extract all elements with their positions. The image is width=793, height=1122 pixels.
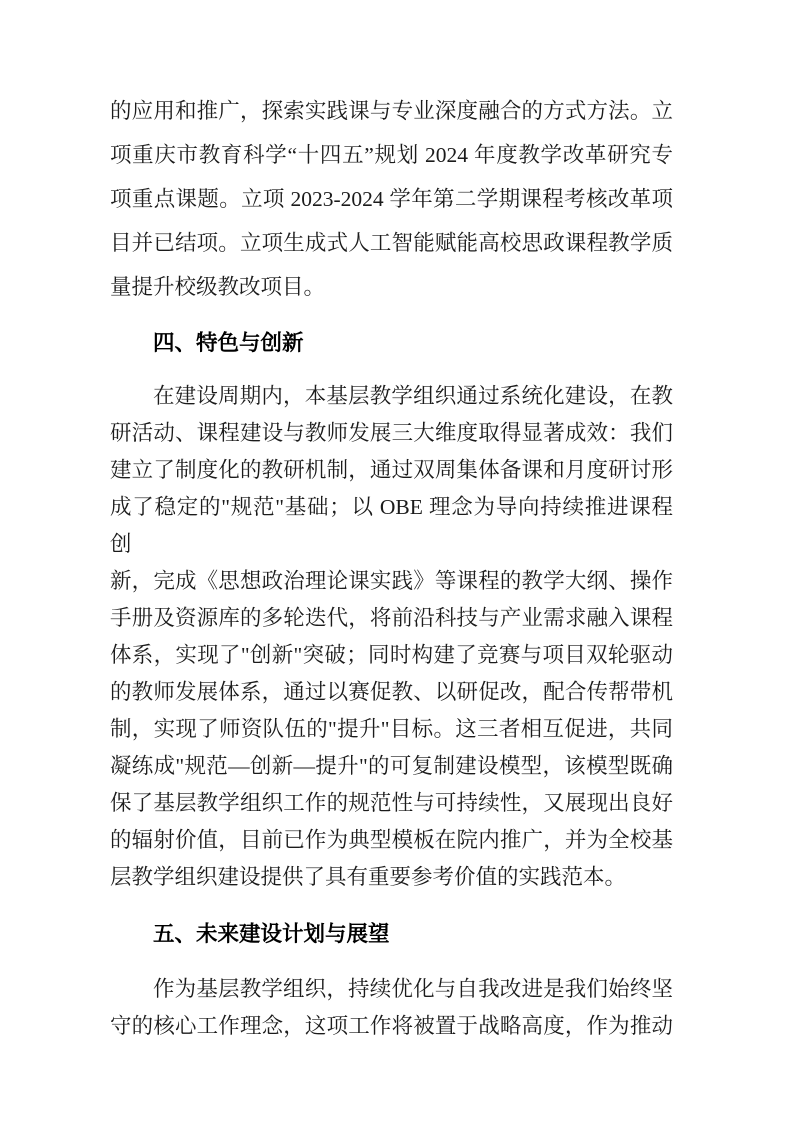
text-line: 层教学组织建设提供了具有重要参考价值的实践范本。 (110, 865, 627, 889)
text-line: 凝练成"规范—创新—提升"的可复制建设模型，该模型既确 (110, 754, 673, 778)
text-line: 在建设周期内，本基层教学组织通过系统化建设，在教 (153, 384, 673, 408)
paragraph-future-plan (110, 971, 673, 1045)
paragraph-project-achievements (110, 89, 673, 309)
text-line: 成了稳定的"规范"基础；以 OBE 理念为导向持续推进课程创 (110, 495, 673, 556)
text-line: 目并已结项。立项生成式人工智能赋能高校思政课程教学质 (110, 231, 673, 255)
paragraph-features-innovation (110, 378, 673, 896)
text-line: 建立了制度化的教研机制，通过双周集体备课和月度研讨形 (110, 458, 673, 482)
text-line: 作为基层教学组织，持续优化与自我改进是我们始终坚 (153, 977, 673, 1001)
text-line: 保了基层教学组织工作的规范性与可持续性，又展现出良好 (110, 791, 673, 815)
text-line: 量提升校级教改项目。 (110, 275, 326, 299)
text-line: 体系，实现了"创新"突破；同时构建了竞赛与项目双轮驱动 (110, 643, 673, 667)
text-line: 项重庆市教育科学“十四五”规划 2024 年度教学改革研究专 (110, 143, 673, 167)
text-line: 手册及资源库的多轮迭代，将前沿科技与产业需求融入课程 (110, 606, 673, 630)
heading-section-4-features-innovation: 四、特色与创新 (153, 331, 304, 355)
heading-section-5-future-plan: 五、未来建设计划与展望 (153, 922, 390, 946)
text-line: 守的核心工作理念，这项工作将被置于战略高度，作为推动 (110, 1014, 673, 1038)
text-line: 新，完成《思想政治理论课实践》等课程的教学大纲、操作 (110, 569, 673, 593)
text-line: 研活动、课程建设与教师发展三大维度取得显著成效：我们 (110, 421, 673, 445)
text-line: 的应用和推广，探索实践课与专业深度融合的方式方法。立 (110, 99, 673, 123)
text-line: 项重点课题。立项 2023-2024 学年第二学期课程考核改革项 (110, 187, 673, 211)
text-line: 的教师发展体系，通过以赛促教、以研促改，配合传帮带机 (110, 680, 673, 704)
text-line: 的辐射价值，目前已作为典型模板在院内推广，并为全校基 (110, 828, 673, 852)
text-line: 制，实现了师资队伍的"提升"目标。这三者相互促进，共同 (110, 717, 673, 741)
